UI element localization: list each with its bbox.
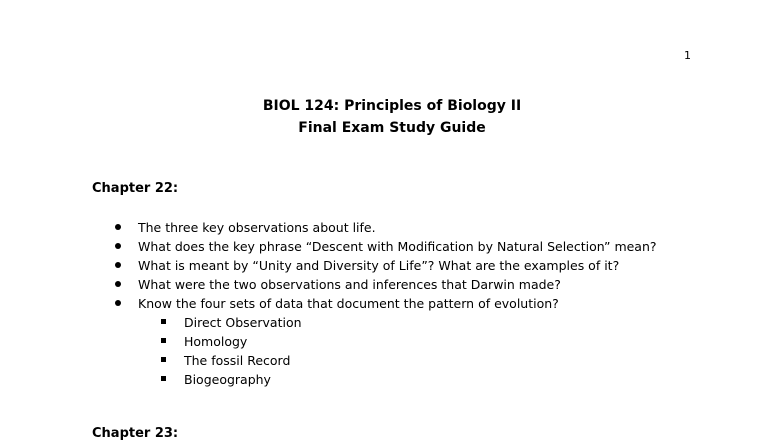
list-item: Know the four sets of data that document the pattern of evolution? bbox=[0, 294, 657, 313]
chapter-22-list bbox=[0, 218, 657, 389]
bullet-dot-icon bbox=[115, 224, 121, 230]
bullet-square-icon bbox=[161, 338, 166, 343]
bullet-dot-icon bbox=[115, 243, 121, 249]
list-item: What is meant by “Unity and Diversity of Life”? What are the examples of it? bbox=[0, 256, 657, 275]
sub-list-item: Biogeography bbox=[0, 370, 657, 389]
sub-list-item: Direct Observation bbox=[0, 313, 657, 332]
page-number: 1 bbox=[684, 49, 691, 62]
sub-list-item: Homology bbox=[0, 332, 657, 351]
list-item: What were the two observations and inferences that Darwin made? bbox=[0, 275, 657, 294]
bullet-square-icon bbox=[161, 376, 166, 381]
list-item: What does the key phrase “Descent with Modification by Natural Selection” mean? bbox=[0, 237, 657, 256]
chapter-23-heading: Chapter 23: bbox=[92, 426, 179, 441]
title-line-course: BIOL 124: Principles of Biology II bbox=[262, 98, 522, 114]
bullet-dot-icon bbox=[115, 281, 121, 287]
bullet-dot-icon bbox=[115, 300, 121, 306]
sub-list-item: The fossil Record bbox=[0, 351, 657, 370]
list-item: The three key observations about life. bbox=[0, 218, 657, 237]
bullet-square-icon bbox=[161, 357, 166, 362]
chapter-22-heading: Chapter 22: bbox=[92, 181, 179, 196]
title-line-guide: Final Exam Study Guide bbox=[298, 120, 486, 136]
document-title bbox=[0, 95, 784, 139]
bullet-square-icon bbox=[161, 319, 166, 324]
bullet-dot-icon bbox=[115, 262, 121, 268]
